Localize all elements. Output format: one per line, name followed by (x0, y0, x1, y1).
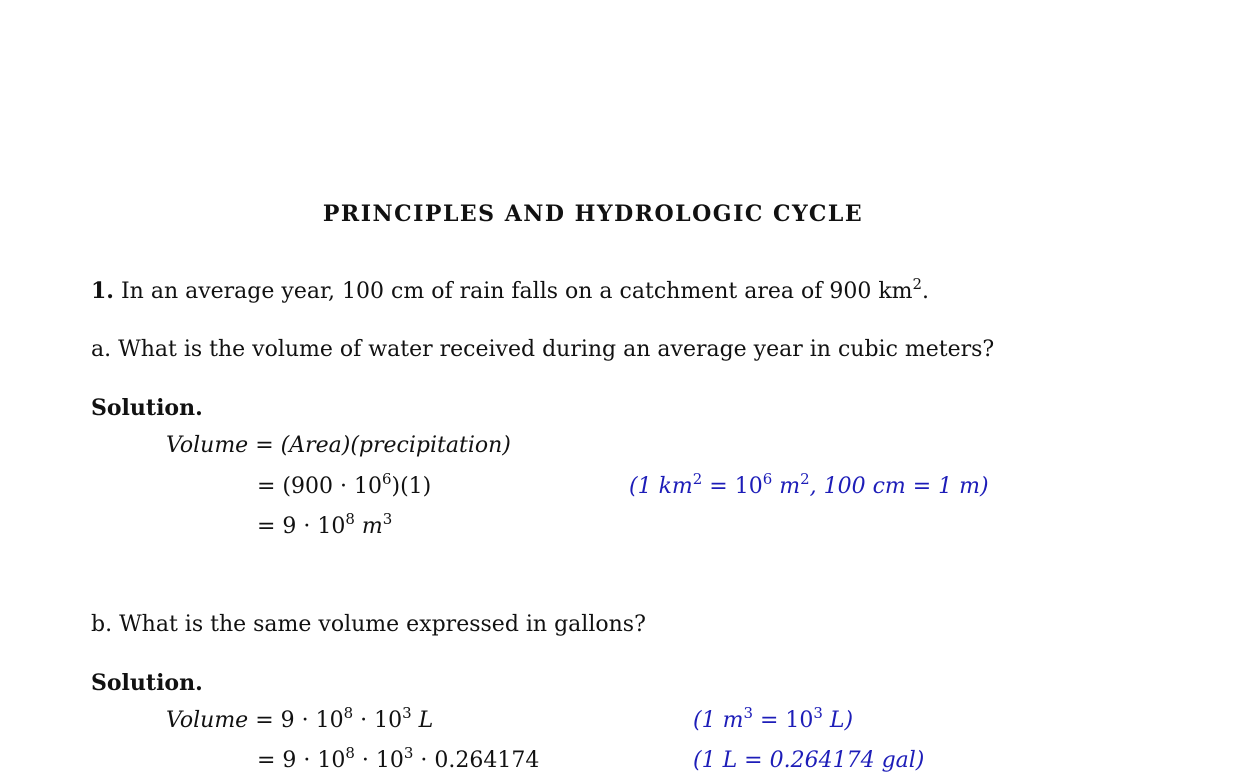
part-b-line1-rhs-a: = 9 · 10 (255, 708, 344, 733)
part-a-line3-rhs-b: m (354, 514, 383, 539)
part-b-unit-note-2 (693, 748, 924, 773)
part-b-eq-line-2 (257, 744, 540, 773)
part-b-unit-note-1 (693, 704, 854, 733)
part-b-line2-rhs-sup2: 3 (403, 744, 414, 763)
part-a-line1-rhs: = (Area)(precipitation) (255, 433, 511, 458)
part-a-note-sup2: 6 (762, 470, 773, 489)
part-a-eq-line-2 (257, 470, 432, 499)
part-a-unit-note (629, 470, 989, 499)
part-b-solution-label: Solution. (91, 670, 203, 696)
part-a-line2-rhs-sup: 6 (381, 470, 392, 489)
part-b-note1-b: = 10 (752, 708, 814, 733)
part-a-note-sup3: 2 (800, 470, 810, 489)
part-b-line1-rhs-sup2: 3 (402, 704, 412, 723)
part-a-note-sup1: 2 (692, 470, 703, 489)
part-b-note1-sup2: 3 (813, 704, 823, 723)
part-a-eq-line-3 (257, 510, 393, 539)
part-a-note-b: = 10 (702, 474, 763, 499)
part-a-note-d: , 100 cm = 1 m) (809, 474, 989, 499)
part-a-line3-rhs-sup1: 8 (345, 510, 355, 529)
problem-number: 1. (91, 278, 114, 304)
part-b-line1-rhs-b: · 10 (353, 708, 403, 733)
part-b-eq-line-1 (166, 704, 434, 733)
problem-text: In an average year, 100 cm of rain falls on a catchment area of 900 km (120, 279, 913, 304)
part-a-eq-line-1 (166, 433, 511, 458)
part-b-line2-rhs-b: · 10 (354, 748, 404, 773)
part-b-note2: (1 L = 0.264174 gal) (693, 748, 925, 773)
part-a-line3-rhs-a: = 9 · 10 (257, 514, 346, 539)
part-a-volume-lhs: Volume (166, 433, 249, 458)
part-a-line2-rhs-a: = (900 · 10 (257, 474, 382, 499)
part-b-line1-rhs-c: L (411, 708, 434, 733)
problem-statement (91, 275, 930, 304)
part-a-note-a: (1 km (629, 474, 693, 499)
part-b-line2-rhs-c: · 0.264174 (413, 748, 540, 773)
problem-text-end: . (922, 279, 930, 304)
part-b-line2-rhs-a: = 9 · 10 (257, 748, 346, 773)
part-a-line2-rhs-b: )(1) (391, 474, 432, 499)
page-title: PRINCIPLES AND HYDROLOGIC CYCLE (322, 201, 864, 227)
part-a-note-c: m (772, 474, 801, 499)
part-b-line1-rhs-sup1: 8 (343, 704, 354, 723)
part-b-question: b. What is the same volume expressed in gallons? (91, 612, 646, 637)
part-b-note1-sup: 3 (743, 704, 753, 723)
part-b-line2-rhs-sup1: 8 (345, 744, 355, 763)
part-a-line3-rhs-sup2: 3 (382, 510, 393, 529)
part-b-volume-lhs: Volume (166, 708, 249, 733)
problem-text-sup: 2 (912, 275, 923, 294)
part-b-note1-a: (1 m (693, 708, 744, 733)
part-a-question: a. What is the volume of water received during an average year in cubic meters? (91, 337, 995, 362)
part-a-solution-label: Solution. (91, 395, 203, 421)
part-b-note1-c: L) (822, 708, 854, 733)
